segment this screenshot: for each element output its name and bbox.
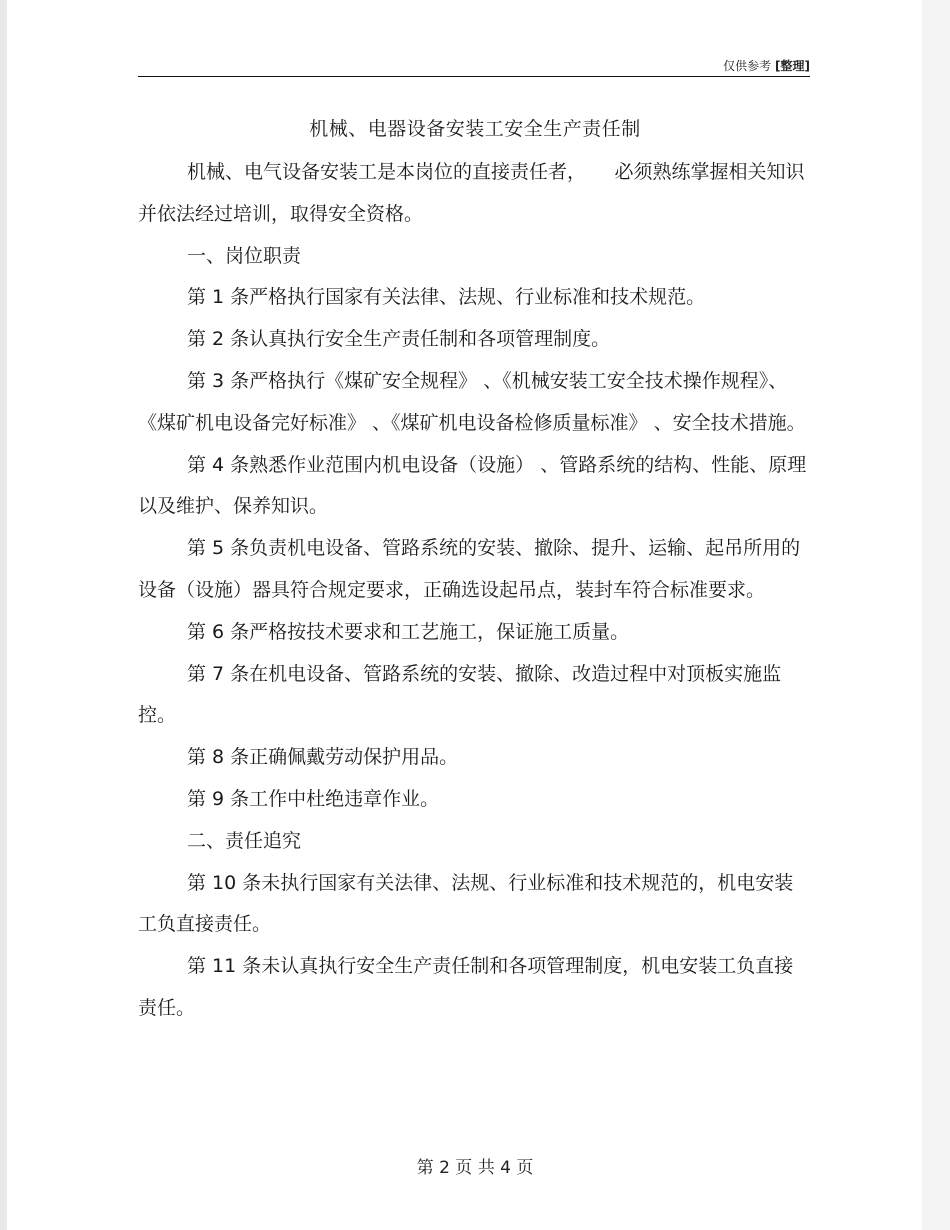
article-4: 第 4 条熟悉作业范围内机电设备（设施） 、管路系统的结构、性能、原理以及维护、保养知识。 — [138, 453, 807, 518]
section-heading-accountability: 二、责任追究 — [187, 829, 302, 852]
page-header — [723, 57, 810, 74]
header-note-text: 仅供参考 — [723, 59, 772, 73]
article-6: 第 6 条严格按技术要求和工艺施工，保证施工质量。 — [187, 620, 630, 643]
article-10: 第 10 条未执行国家有关法律、法规、行业标准和技术规范的，机电安装工负直接责任。 — [138, 871, 794, 936]
header-divider — [138, 76, 810, 77]
page-number: 第 2 页 共 4 页 — [416, 1158, 534, 1178]
article-3: 第 3 条严格执行《煤矿安全规程》 、《机械安装工安全技术操作规程》、《煤矿机电设备完好标准》 、《煤矿机电设备检修质量标准》 、安全技术措施。 — [138, 369, 806, 434]
article-5: 第 5 条负责机电设备、管路系统的安装、撤除、提升、运输、起吊所用的设备（设施）器具符合规定要求，正确选设起吊点，装封车符合标准要求。 — [138, 537, 801, 601]
section-heading-duties: 一、岗位职责 — [187, 244, 302, 267]
page-left-edge — [0, 0, 7, 1230]
page-right-edge — [922, 0, 950, 1230]
article-9: 第 9 条工作中杜绝违章作业。 — [187, 787, 440, 810]
header-tag: [整理] — [775, 59, 810, 73]
document-title: 机械、电器设备安装工安全生产责任制 — [309, 118, 641, 140]
article-1: 第 1 条严格执行国家有关法律、法规、行业标准和技术规范。 — [187, 286, 706, 309]
article-2: 第 2 条认真执行安全生产责任制和各项管理制度。 — [187, 328, 611, 351]
article-11: 第 11 条未认真执行安全生产责任制和各项管理制度，机电安装工负直接责任。 — [138, 955, 794, 1019]
document-body — [138, 152, 810, 1030]
intro-paragraph: 机械、电气设备安装工是本岗位的直接责任者， 必须熟练掌握相关知识并依法经过培训，取得安全资格。 — [138, 161, 805, 225]
article-7: 第 7 条在机电设备、管路系统的安装、撤除、改造过程中对顶板实施监控。 — [138, 662, 782, 727]
article-8: 第 8 条正确佩戴劳动保护用品。 — [187, 746, 459, 769]
